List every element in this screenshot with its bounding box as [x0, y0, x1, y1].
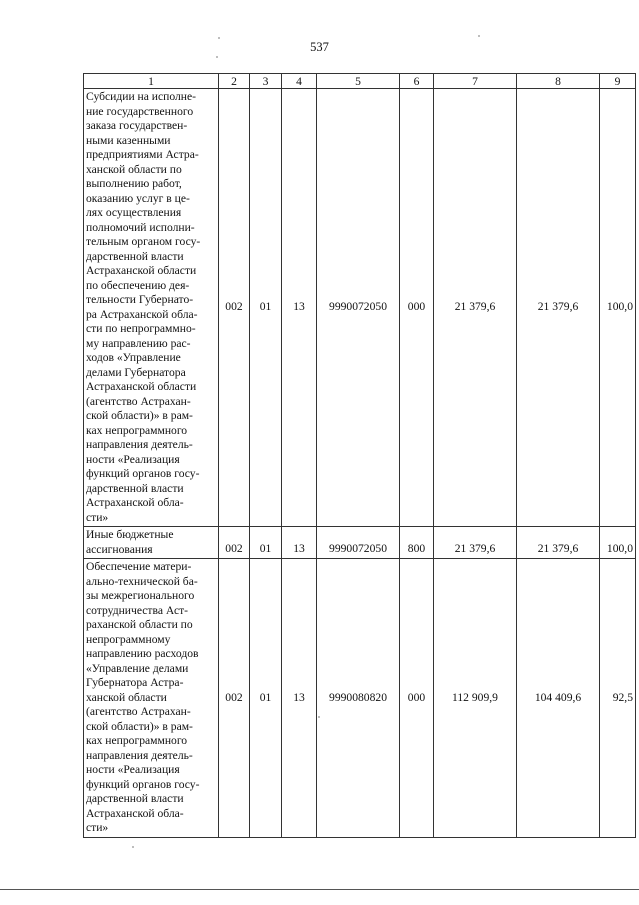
table-row	[84, 89, 636, 527]
subsection-code: 13	[282, 89, 317, 527]
table-row	[84, 559, 636, 838]
column-header: 3	[250, 74, 282, 89]
description-line: ности «Реализация	[86, 763, 180, 776]
description-line: ках непрограммного	[86, 423, 188, 437]
row-description	[84, 527, 219, 559]
planned-amount: 112 909,9	[434, 559, 517, 838]
row-description	[84, 559, 219, 838]
description-line: направлению расходов	[86, 647, 199, 660]
description-line: предприятиями Астра-	[86, 148, 199, 161]
description-line: ской области)» в рам-	[86, 409, 193, 422]
description-line: непрограммному	[86, 632, 171, 646]
column-header: 6	[400, 74, 434, 89]
section-code: 01	[250, 527, 282, 559]
target-article-code: 9990072050	[317, 527, 400, 559]
description-line: Губернатора Астра-	[86, 676, 184, 689]
description-line: заказа государствен-	[86, 119, 188, 132]
description-line: сти по непрограммно-	[86, 322, 196, 335]
description-line: полномочий исполни-	[86, 220, 195, 234]
description-line: ными казенными	[86, 133, 171, 147]
description-line: ально-технической ба-	[86, 574, 198, 588]
description-line: дарственной власти	[86, 249, 184, 263]
description-line: зы межрегионального	[86, 589, 195, 602]
column-header: 1	[84, 74, 219, 89]
description-line: Астраханской обла-	[86, 496, 184, 509]
row-description	[84, 89, 219, 527]
description-line: ханской области по	[86, 162, 182, 176]
executed-amount: 21 379,6	[517, 89, 600, 527]
execution-percent: 100,0	[600, 89, 636, 527]
description-line: направления деятель-	[86, 748, 193, 762]
description-line: тельности Губернато-	[86, 293, 194, 306]
budget-table	[83, 73, 636, 838]
description-line: (агентство Астрахан-	[86, 394, 191, 408]
planned-amount: 21 379,6	[434, 89, 517, 527]
ministry-code: 002	[219, 89, 250, 527]
ministry-code: 002	[219, 559, 250, 838]
description-line: ра Астраханской обла-	[86, 307, 198, 321]
section-code: 01	[250, 89, 282, 527]
executed-amount: 21 379,6	[517, 527, 600, 559]
description-line: выполнению работ,	[86, 177, 182, 190]
description-line: Астраханской обла-	[86, 806, 184, 820]
description-line: сти»	[86, 821, 109, 834]
column-header: 9	[600, 74, 636, 89]
section-code: 01	[250, 559, 282, 838]
expense-type-code: 000	[400, 89, 434, 527]
description-line: Обеспечение матери-	[86, 560, 192, 573]
description-line: ние государственного	[86, 104, 194, 118]
page-bottom-edge	[0, 889, 639, 890]
description-line: ности «Реализация	[86, 452, 180, 466]
execution-percent: 100,0	[600, 527, 636, 559]
table-header-row	[84, 74, 636, 89]
description-line: Субсидии на исполне-	[86, 90, 196, 103]
description-line: «Управление делами	[86, 661, 189, 675]
column-header: 7	[434, 74, 517, 89]
description-line: раханской области по	[86, 618, 193, 631]
description-line: по обеспечению дея-	[86, 278, 190, 292]
description-line: Астраханской области	[86, 264, 197, 277]
column-header: 4	[282, 74, 317, 89]
scan-speck	[218, 37, 220, 39]
scan-speck	[216, 56, 218, 58]
scan-speck	[318, 716, 320, 718]
page-number: 537	[310, 40, 329, 54]
description-line: ханской области	[86, 690, 167, 704]
expense-type-code: 000	[400, 559, 434, 838]
description-line: оказанию услуг в це-	[86, 191, 190, 205]
execution-percent: 92,5	[600, 559, 636, 838]
description-line: делами Губернатора	[86, 365, 186, 379]
description-line: Астраханской области	[86, 380, 197, 393]
description-line: ках непрограммного	[86, 734, 188, 747]
planned-amount: 21 379,6	[434, 527, 517, 559]
description-line: му направлению рас-	[86, 336, 191, 350]
expense-type-code: 800	[400, 527, 434, 559]
subsection-code: 13	[282, 527, 317, 559]
description-line: дарственной власти	[86, 792, 184, 805]
scan-speck	[132, 846, 134, 848]
subsection-code: 13	[282, 559, 317, 838]
description-line: Иные бюджетные	[86, 528, 174, 541]
description-line: направления деятель-	[86, 438, 193, 451]
description-line: (агентство Астрахан-	[86, 705, 191, 718]
column-header: 2	[219, 74, 250, 89]
description-line: сти»	[86, 510, 109, 524]
description-line: ходов «Управление	[86, 351, 181, 364]
table-row	[84, 527, 636, 559]
column-header: 8	[517, 74, 600, 89]
description-line: дарственной власти	[86, 481, 184, 495]
description-line: лях осуществления	[86, 206, 182, 219]
description-line: функций органов госу-	[86, 777, 200, 791]
ministry-code: 002	[219, 527, 250, 559]
target-article-code: 9990072050	[317, 89, 400, 527]
column-header: 5	[317, 74, 400, 89]
description-line: сотрудничества Аст-	[86, 603, 189, 617]
description-line: ассигнования	[86, 542, 153, 556]
executed-amount: 104 409,6	[517, 559, 600, 838]
description-line: функций органов госу-	[86, 467, 200, 480]
description-line: ской области)» в рам-	[86, 719, 193, 733]
target-article-code: 9990080820	[317, 559, 400, 838]
scan-speck	[478, 35, 480, 37]
description-line: тельным органом госу-	[86, 235, 201, 248]
